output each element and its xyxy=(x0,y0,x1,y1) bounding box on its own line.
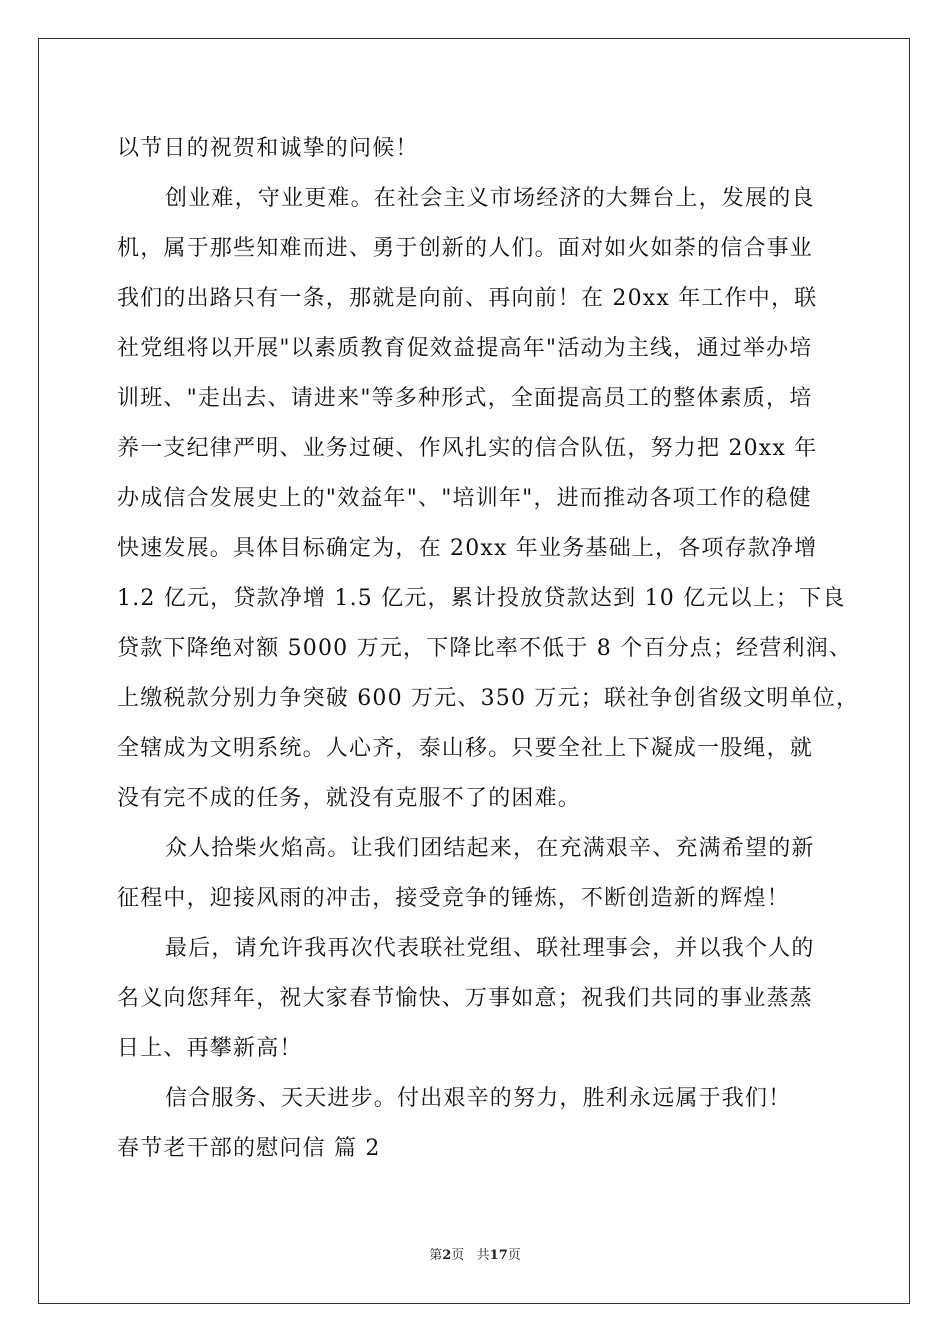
page-total: 17 xyxy=(489,1248,508,1263)
page-mid: 页 共 xyxy=(451,1248,490,1263)
page-border xyxy=(38,38,910,1304)
text-line: 办成信合发展史上的"效益年"、"培训年"，进而推动各项工作的稳健 xyxy=(117,486,812,511)
paragraph-first-line: 信合服务、天天进步。付出艰辛的努力，胜利永远属于我们！ xyxy=(165,1086,792,1111)
page-suffix: 页 xyxy=(507,1248,521,1263)
text-line: 社党组将以开展"以素质教育促效益提高年"活动为主线，通过举办培 xyxy=(117,336,813,361)
paragraph-first-line: 创业难，守业更难。在社会主义市场经济的大舞台上，发展的良 xyxy=(165,186,815,211)
page-number-footer xyxy=(0,1244,950,1263)
text-line: 没有完不成的任务，就没有克服不了的困难。 xyxy=(117,786,582,811)
text-line: 上缴税款分别力争突破 600 万元、350 万元；联社争创省级文明单位， xyxy=(117,686,860,711)
text-line: 养一支纪律严明、业务过硬、作风扎实的信合队伍，努力把 20xx 年 xyxy=(117,436,818,461)
text-line: 贷款下降绝对额 5000 万元，下降比率不低于 8 个百分点；经营利润、 xyxy=(117,636,853,661)
text-line: 以节日的祝贺和诚挚的问候！ xyxy=(117,136,419,161)
text-line: 机，属于那些知难而进、勇于创新的人们。面对如火如荼的信合事业 xyxy=(117,236,814,261)
text-line: 训班、"走出去、请进来"等多种形式，全面提高员工的整体素质，培 xyxy=(117,386,813,411)
text-line: 日上、再攀新高！ xyxy=(117,1036,303,1061)
text-line: 快速发展。具体目标确定为，在 20xx 年业务基础上，各项存款净增 xyxy=(117,536,818,561)
text-line: 征程中，迎接风雨的冲击，接受竞争的锤炼，不断创造新的辉煌！ xyxy=(117,886,790,911)
text-line: 全辖成为文明系统。人心齐，泰山移。只要全社上下凝成一股绳，就 xyxy=(117,736,814,761)
page-current: 2 xyxy=(442,1248,452,1263)
page-prefix: 第 xyxy=(429,1248,443,1263)
text-line: 1.2 亿元，贷款净增 1.5 亿元，累计投放贷款达到 10 亿元以上；下良 xyxy=(117,586,846,611)
text-line: 名义向您拜年，祝大家春节愉快、万事如意；祝我们共同的事业蒸蒸 xyxy=(117,986,814,1011)
text-line: 我们的出路只有一条，那就是向前、再向前！在 20xx 年工作中，联 xyxy=(117,286,818,311)
paragraph-first-line: 众人拾柴火焰高。让我们团结起来，在充满艰辛、充满希望的新 xyxy=(165,836,815,861)
paragraph-first-line: 最后，请允许我再次代表联社党组、联社理事会，并以我个人的 xyxy=(165,936,815,961)
section-heading: 春节老干部的慰问信 篇 2 xyxy=(117,1136,381,1161)
